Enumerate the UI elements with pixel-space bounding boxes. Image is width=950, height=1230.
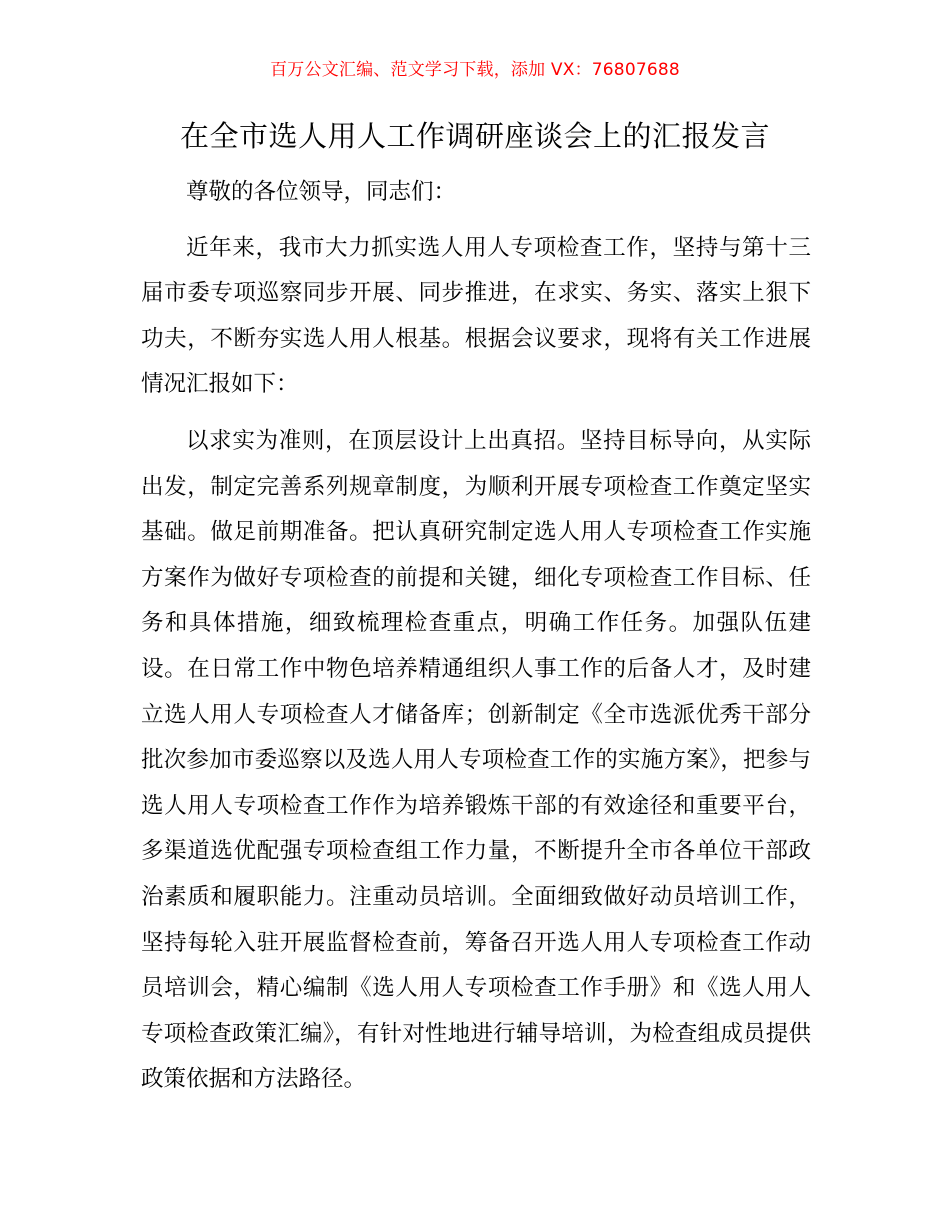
document-title: 在全市选人用人工作调研座谈会上的汇报发言 [179, 119, 770, 153]
document-body [141, 170, 811, 1114]
paragraph-intro: 近年来，我市大力抓实选人用人专项检查工作，坚持与第十三届市委专项巡察同步开展、同步推进，在求实、务实、落实上狠下功夫，不断夯实选人用人根基。根据会议要求，现将有关工作进展情况汇报如下： [141, 234, 811, 398]
download-banner: 百万公文汇编、范文学习下载，添加 VX：76807688 [270, 60, 680, 80]
paragraph-top-level-design: 以求实为准则，在顶层设计上出真招。坚持目标导向，从实际出发，制定完善系列规章制度，为顺利开展专项检查工作奠定坚实基础。做足前期准备。把认真研究制定选人用人专项检查工作实施方案作为做好专项检查的前提和关键，细化专项检查工作目标、任务和具体措施，细致梳理检查重点，明确工作任务。加强队伍建设。在日常工作中物色培养精通组织人事工作的后备人才，及时建立选人用人专项检查人才储备库；创新制定《全市选派优秀干部分批次参加市委巡察以及选人用人专项检查工作的实施方案》，把参与选人用人专项检查工作作为培养锻炼干部的有效途径和重要平台，多渠道选优配强专项检查组工作力量，不断提升全市各单位干部政治素质和履职能力。注重动员培训。全面细致做好动员培训工作，坚持每轮入驻开展监督检查前，筹备召开选人用人专项检查工作动员培训会，精心编制《选人用人专项检查工作手册》和《选人用人专项检查政策汇编》，有针对性地进行辅导培训，为检查组成员提供政策依据和方法路径。 [141, 427, 811, 1093]
salutation: 尊敬的各位领导，同志们： [186, 179, 457, 205]
